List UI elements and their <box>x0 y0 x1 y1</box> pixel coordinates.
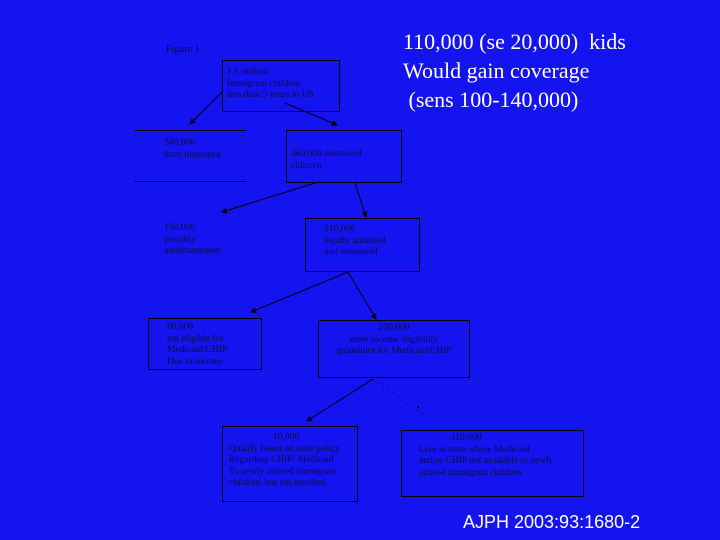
headline-line-3: (sens 100-140,000) <box>403 87 579 112</box>
node-qualify-state-line2: Qualify based on state policy <box>229 443 340 454</box>
node-insured-top-rule <box>135 130 247 131</box>
node-qualify-state-line4: To newly arrived immigrant <box>229 466 336 477</box>
node-not-available-line4: arrived immigrant children <box>419 467 522 478</box>
node-qualify-state-line5: children, but not enrolled <box>229 478 326 488</box>
node-insured-bottom-rule <box>135 181 247 182</box>
arrow-root-to-insured <box>190 92 222 124</box>
node-undocumented-line3: undocumented <box>164 246 220 256</box>
node-not-eligible-count: 80,000 <box>167 322 194 332</box>
node-not-available-line3: and/or CHIP not available to newly <box>419 456 554 466</box>
node-qualify-state-line3: Regarding CHIP/ Medicaid <box>229 455 334 465</box>
node-not-eligible-line3: Medicaid/CHIP <box>167 345 228 355</box>
node-not-available-line2: Live in state where Medicaid <box>419 444 530 455</box>
node-legal-line3: and uninsured <box>324 247 378 257</box>
node-legal-count: 310,000 <box>324 224 355 234</box>
headline-line-1: 110,000 (se 20,000) kids <box>403 29 626 54</box>
node-not-eligible <box>148 318 262 370</box>
node-eligible-income-line2: meet income eligibility <box>349 334 439 345</box>
node-qualify-state-count: 10,000 <box>273 432 300 442</box>
node-uninsured-count: 460,000 uninsured <box>291 149 362 159</box>
node-eligible-income-line3: guidelines for Medicaid/CHIP <box>336 346 452 356</box>
headline-line-2: Would gain coverage <box>403 58 590 83</box>
node-undocumented-line2: possibly <box>164 234 196 245</box>
node-qualify-state <box>222 426 358 502</box>
node-legal-line2: legally admitted <box>324 235 386 246</box>
node-insured-line2: have insurance <box>164 149 221 160</box>
node-eligible-income-count: 230,000 <box>378 323 410 333</box>
node-root-count: 1.1 million <box>227 67 269 77</box>
node-legal <box>305 218 420 272</box>
arrow-uninsured-to-legal <box>355 183 366 217</box>
node-insured-count: 540,000 <box>164 138 195 148</box>
stray-dot <box>417 406 419 408</box>
node-root <box>222 60 340 112</box>
citation: AJPH 2003:93:1680-2 <box>463 512 641 532</box>
node-root-line3: less than 5 years in US <box>227 90 314 100</box>
node-undocumented <box>160 223 260 269</box>
arrow-legal-to-eligible-income <box>348 272 376 319</box>
figure-label: Figure 1. <box>166 44 203 55</box>
arrow-eligible-to-qualify-state <box>307 379 373 421</box>
node-uninsured <box>286 130 402 183</box>
arrow-eligible-to-not-available <box>373 379 423 414</box>
node-not-eligible-line4: Due to income <box>167 356 223 367</box>
node-insured <box>160 138 250 178</box>
node-not-available <box>401 430 584 497</box>
arrow-uninsured-to-undocumented <box>222 183 315 212</box>
arrow-legal-to-not-eligible <box>251 272 348 312</box>
node-uninsured-line2: chlicren <box>291 160 322 171</box>
node-root-line2: Immigrant children <box>227 78 301 89</box>
node-not-available-count: 110,000 <box>451 433 482 443</box>
node-undocumented-count: 150,000 <box>164 223 195 233</box>
node-not-eligible-line2: not eligible for <box>167 333 224 344</box>
node-eligible-income <box>318 320 470 378</box>
